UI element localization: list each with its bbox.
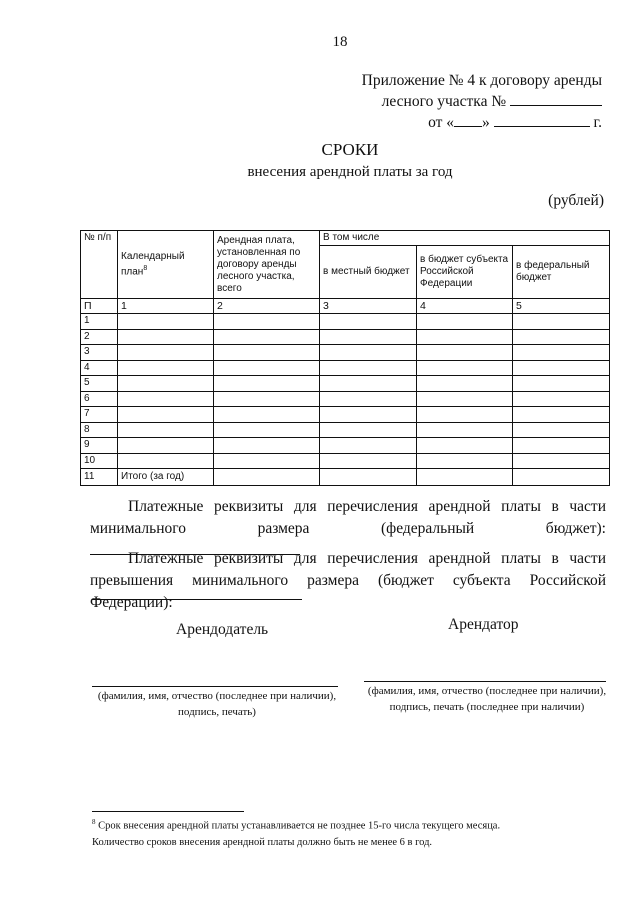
row-plan [118,360,214,376]
table-header-row [81,231,610,246]
row-cell [320,422,417,438]
payment-details-federal: Платежные реквизиты для перечисления арендной платы в части минимального размера (федеральный бюджет): [90,496,606,562]
column-number: 2 [214,299,320,314]
row-cell [214,345,320,361]
row-cell [214,329,320,345]
row-cell [513,314,610,330]
row-cell [320,376,417,392]
row-number: 8 [81,422,118,438]
row-cell [214,314,320,330]
row-cell [320,469,417,486]
table-row [81,360,610,376]
row-cell [417,345,513,361]
table-row [81,329,610,345]
row-plan [118,407,214,423]
column-number-row [81,299,610,314]
row-plan [118,376,214,392]
row-number: 2 [81,329,118,345]
row-plan [118,422,214,438]
row-cell [417,391,513,407]
table-row [81,376,610,392]
page-number: 18 [332,34,348,50]
row-number: 3 [81,345,118,361]
row-number: 5 [81,376,118,392]
header-calendar-plan: Календарный план$^8$ [118,231,214,299]
row-number: 10 [81,453,118,469]
row-cell [320,329,417,345]
row-cell [513,469,610,486]
table-row [81,438,610,454]
column-number: 5 [513,299,610,314]
row-plan [118,438,214,454]
header-federal-budget: в федеральный бюджет [513,246,610,299]
row-cell [417,422,513,438]
day-blank [454,112,482,127]
row-plan [118,453,214,469]
lessor-signature-caption: (фамилия, имя, отчество (последнее при наличии), подпись, печать) [97,690,337,718]
row-cell [320,438,417,454]
row-cell [417,453,513,469]
column-number: П [81,299,118,314]
row-plan [118,345,214,361]
lessee-label: Арендатор [448,616,519,633]
row-cell [513,329,610,345]
subject-details-blank [92,599,302,600]
row-plan [118,391,214,407]
document-title: СРОКИ [321,140,379,159]
row-cell [513,453,610,469]
header-num: № п/п [81,231,118,299]
row-number: 9 [81,438,118,454]
row-cell [214,469,320,486]
row-number: 6 [81,391,118,407]
row-cell [417,329,513,345]
row-cell [513,422,610,438]
lessor-signature-line [92,686,338,687]
row-number: 7 [81,407,118,423]
header-including: В том числе [320,231,610,246]
row-cell [417,469,513,486]
column-number: 1 [118,299,214,314]
row-cell [320,453,417,469]
row-number: 1 [81,314,118,330]
lessee-signature-line [364,681,606,682]
table-row [81,391,610,407]
appendix-header [362,70,602,133]
row-plan [118,329,214,345]
table-row [81,422,610,438]
row-cell [417,314,513,330]
column-number: 4 [417,299,513,314]
lessee-signature-caption: (фамилия, имя, отчество (последнее при наличии), подпись, печать (последнее при наличии) [367,685,607,713]
units-label: (рублей) [548,192,604,209]
month-blank [494,112,590,127]
header-local-budget: в местный бюджет [320,246,417,299]
total-row-label: Итого (за год) [118,469,214,486]
header-subject-budget: в бюджет субъекта Российской Федерации [417,246,513,299]
payment-details-subject: Платежные реквизиты для перечисления арендной платы в части превышения минимального размера (бюджет субъекта Российской Федерации): [90,550,606,611]
table-total-row [81,469,610,486]
lessor-label: Арендодатель [176,621,269,638]
table-row [81,314,610,330]
table-row [81,407,610,423]
row-cell [214,360,320,376]
plot-number-blank [510,91,602,106]
row-cell [417,407,513,423]
row-cell [513,376,610,392]
table-row [81,453,610,469]
footnote-separator [92,811,244,812]
footnote-line-1: $^8$ Срок внесения арендной платы устанавливается не позднее 15-го числа текущего месяца. [92,818,501,832]
row-cell [320,345,417,361]
row-cell [417,438,513,454]
row-cell [417,376,513,392]
row-cell [320,391,417,407]
row-cell [513,391,610,407]
appendix-line-3: от « » г. [428,114,602,131]
row-plan [118,314,214,330]
row-cell [320,407,417,423]
appendix-line-1: Приложение № 4 к договору аренды [361,72,602,89]
row-cell [214,376,320,392]
payment-schedule-table [80,230,610,486]
header-rent-total: Арендная плата, установленная по договору аренды лесного участка, всего [214,231,320,299]
appendix-line-2: лесного участка № [362,91,602,112]
row-number: 4 [81,360,118,376]
row-cell [417,360,513,376]
row-cell [214,407,320,423]
row-cell [513,438,610,454]
row-cell [214,391,320,407]
row-cell [214,438,320,454]
document-subtitle: внесения арендной платы за год [247,164,453,180]
row-cell [513,345,610,361]
footnote-line-2: Количество сроков внесения арендной платы должно быть не менее 6 в год. [92,836,433,848]
row-cell [513,407,610,423]
footnote [92,814,612,851]
row-cell [320,360,417,376]
table-row [81,345,610,361]
row-cell [320,314,417,330]
row-cell [214,422,320,438]
total-row-number: 11 [81,469,118,486]
row-cell [513,360,610,376]
row-cell [214,453,320,469]
column-number: 3 [320,299,417,314]
